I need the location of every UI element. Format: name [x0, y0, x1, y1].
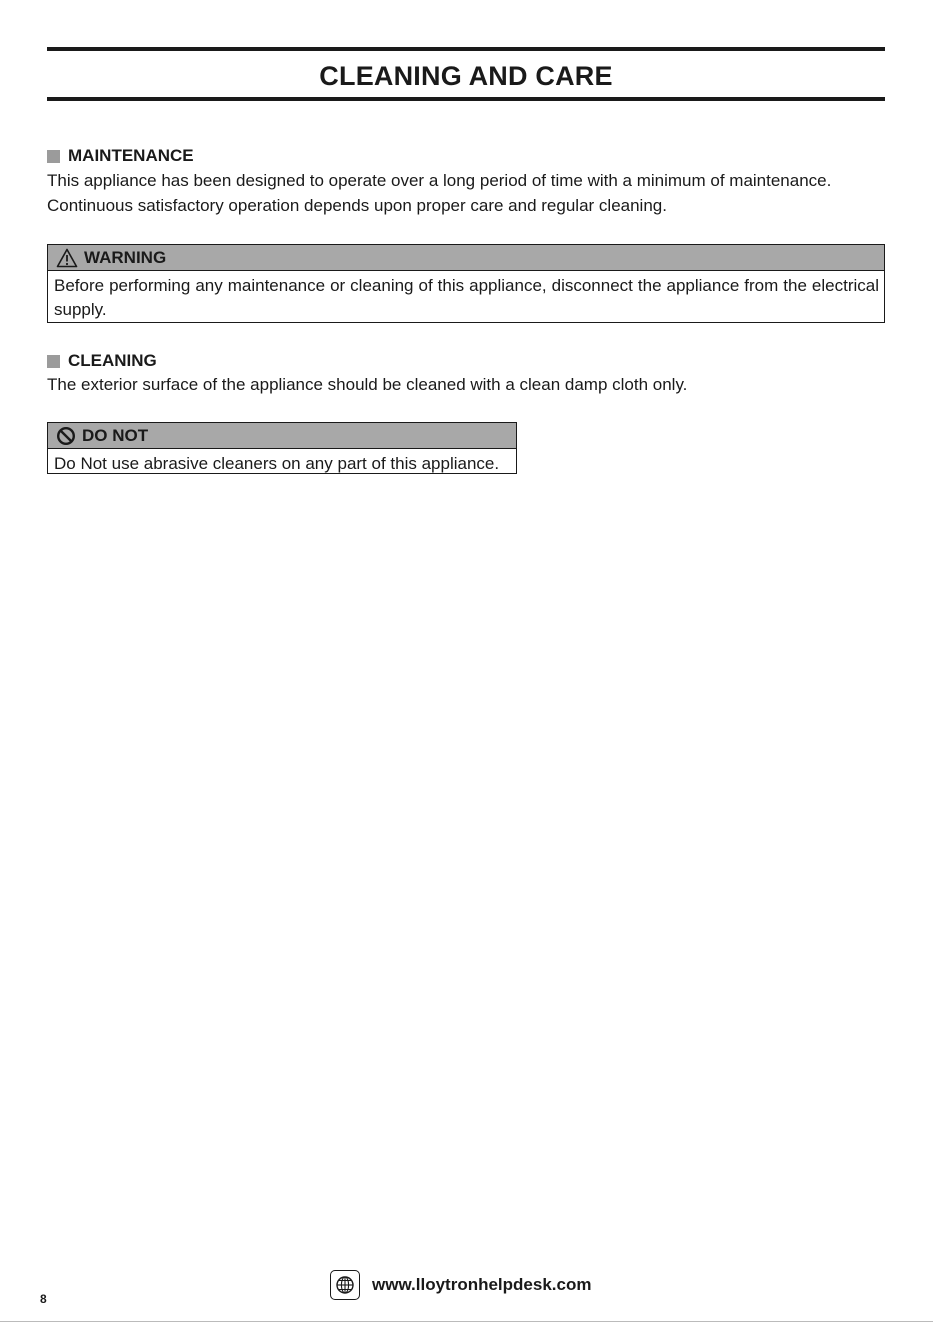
- warning-triangle-icon: [56, 248, 78, 268]
- maintenance-heading-label: MAINTENANCE: [68, 146, 194, 165]
- warning-text: Before performing any maintenance or cleaning of this appliance, disconnect the appliance from the electrical supply.: [54, 276, 879, 319]
- square-bullet-icon: [47, 150, 60, 163]
- prohibited-icon: [56, 426, 76, 446]
- cleaning-text: The exterior surface of the appliance should be cleaned with a clean damp cloth only.: [47, 375, 688, 394]
- top-rule: [47, 47, 885, 51]
- cleaning-heading: [47, 351, 157, 371]
- page-number: 8: [40, 1292, 47, 1306]
- do-not-text: Do Not use abrasive cleaners on any part of this appliance.: [54, 454, 500, 473]
- globe-icon: [330, 1270, 360, 1300]
- maintenance-heading: [47, 146, 194, 166]
- cleaning-heading-label: CLEANING: [68, 351, 157, 370]
- page-title: CLEANING AND CARE: [319, 61, 613, 91]
- do-not-header: [48, 423, 516, 449]
- warning-header: [48, 245, 884, 271]
- website-link[interactable]: www.lloytronhelpdesk.com: [372, 1275, 592, 1294]
- warning-box: [47, 244, 885, 323]
- page-bottom-edge: [0, 1321, 933, 1322]
- website-footer: [330, 1270, 591, 1300]
- maintenance-text-line-2: Continuous satisfactory operation depends upon proper care and regular cleaning.: [47, 196, 667, 215]
- warning-heading-label: WARNING: [84, 247, 167, 267]
- title-underline-rule: [47, 97, 885, 101]
- do-not-heading-label: DO NOT: [82, 425, 149, 445]
- maintenance-text-line-1: This appliance has been designed to operate over a long period of time with a minimum of maintenance.: [47, 171, 832, 190]
- square-bullet-icon: [47, 355, 60, 368]
- do-not-box: [47, 422, 517, 474]
